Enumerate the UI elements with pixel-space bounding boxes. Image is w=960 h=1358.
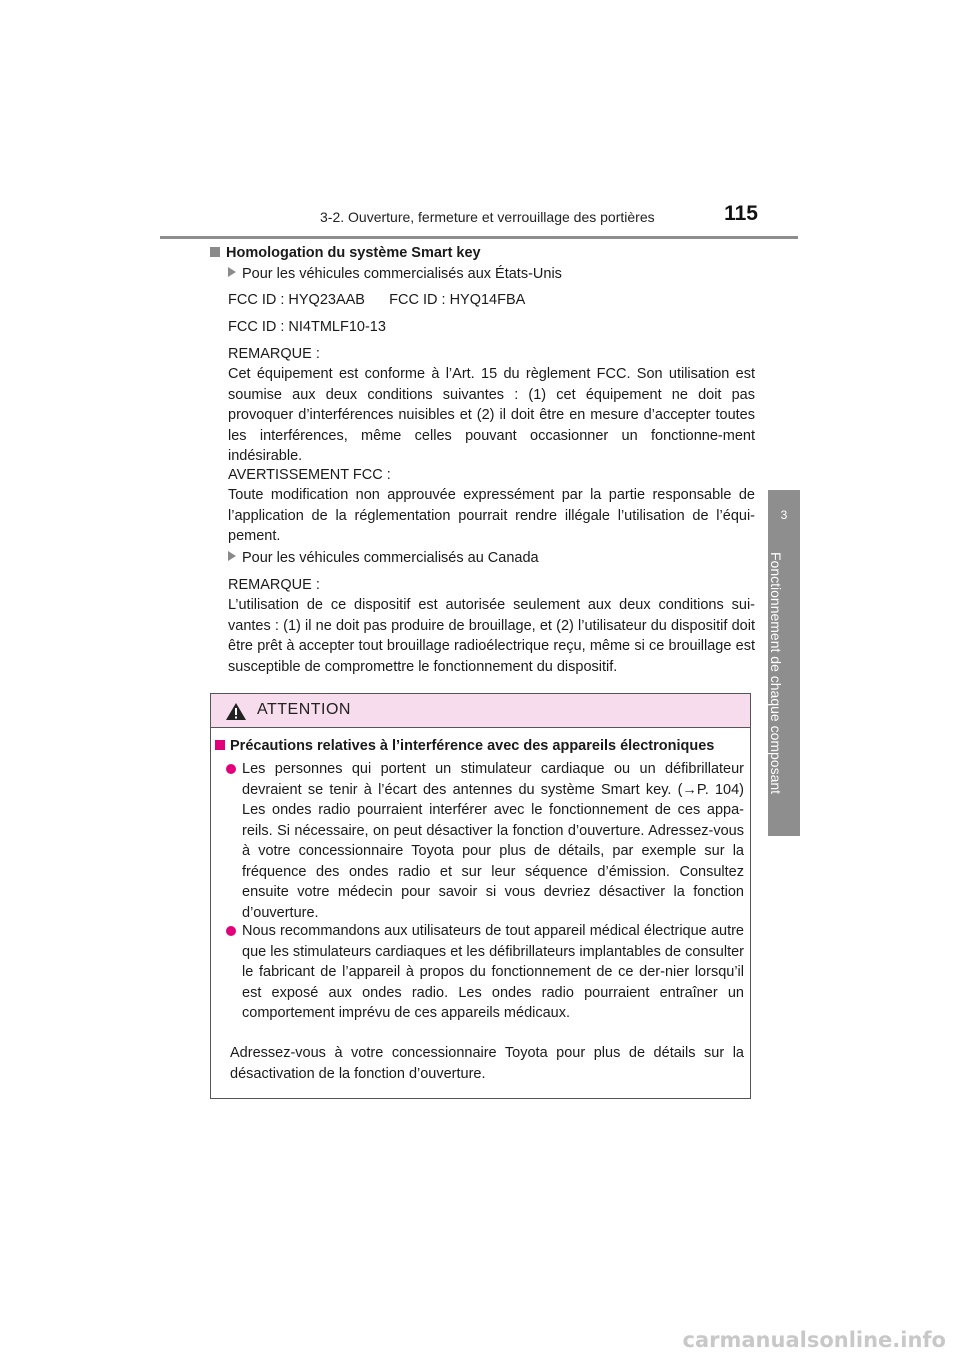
- circle-bullet-icon: [226, 926, 236, 936]
- caution-item-1: Les personnes qui portent un stimulateur cardiaque ou un défibrillateur devraient se tenir à l’écart des antennes du système Smart key. (→P. 104) Les ondes radio pourraient interférer avec le fonctionnement de ces appa-reils. Si nécessaire, on peut désactiver la fonction d’ouverture. Adressez-vous à votre concessionnaire Toyota pour plus de détails, par exemple sur la fréquence des ondes radio et sur leur séquence d’émission. Consultez ensuite votre médecin pour savoir si vous devriez désactiver la fonction d’ouverture.: [242, 761, 744, 921]
- caution-heading-text: Précautions relatives à l’interférence avec des appareils électroniques: [230, 738, 715, 754]
- page-number: 115: [724, 202, 758, 225]
- caution-item-2: Nous recommandons aux utilisateurs de tout appareil médical électrique autre que les stimulateurs cardiaques et les défibrillateurs implantables de consulter le fabricant de l’appareil à propos du fonctionnement de ce der-nier lorsqu’il est exposé aux ondes radio. Les ondes radio pourraient entraîner un comportement imprévu de ces appareils médicaux.: [242, 923, 744, 1021]
- note-text: Cet équipement est conforme à l’Art. 15 du règlement FCC. Son utilisation est soumise aux deux conditions suivantes : (1) cet équipement ne doit pas provoquer d’interférences nuisibles et (2) il doit être en mesure d’accepter toutes les interférences, même celles pouvant occasionner un fonctionne-ment indésirable.: [228, 366, 755, 464]
- page-header: [160, 202, 798, 239]
- watermark: carmanualsonline.info: [682, 1328, 946, 1352]
- circle-bullet-icon: [226, 764, 236, 774]
- section-heading-text: Homologation du système Smart key: [226, 245, 481, 261]
- fcc-id-line-2: FCC ID : NI4TMLF10-13: [228, 319, 386, 335]
- caution-header: [211, 694, 750, 728]
- caution-title: ATTENTION: [257, 701, 351, 718]
- section-heading: [210, 243, 481, 264]
- chapter-tab: [768, 490, 800, 836]
- chapter-number: 3: [780, 508, 788, 522]
- usa-label-text: Pour les véhicules commercialisés aux États-Unis: [242, 266, 562, 282]
- canada-label: [228, 548, 755, 569]
- chapter-label: Fonctionnement de chaque composant: [768, 552, 784, 795]
- warning-text: Toute modification non approuvée expressément par la partie responsable de l’application de la réglementation pourrait rendre illégale l’utilisation de l’équi-pement.: [228, 487, 755, 544]
- square-bullet-icon: [210, 247, 220, 257]
- note-title: REMARQUE :: [228, 346, 320, 362]
- caution-box: [210, 693, 751, 1099]
- warning-title: AVERTISSEMENT FCC :: [228, 467, 391, 483]
- canada-label-text: Pour les véhicules commercialisés au Canada: [242, 550, 539, 566]
- caution-heading: [215, 738, 714, 754]
- arrow-bullet-icon: [228, 551, 236, 561]
- canada-note-title: REMARQUE :: [228, 577, 320, 593]
- usa-label: [228, 264, 755, 285]
- arrow-bullet-icon: [228, 267, 236, 277]
- square-bullet-icon: [215, 740, 225, 750]
- caution-footer: Adressez-vous à votre concessionnaire Toyota pour plus de détails sur la désactivation de la fonction d’ouverture.: [230, 1045, 744, 1082]
- canada-note-text: L’utilisation de ce dispositif est autorisée seulement aux deux conditions sui-vantes : (1) il ne doit pas produire de brouillage, et (2) l’utilisateur du dispositif doit être prêt à accepter tout brouillage radioélectrique reçu, même si ce brouillage est susceptible de compromettre le fonctionnement du dispositif.: [228, 597, 755, 675]
- section-title: 3-2. Ouverture, fermeture et verrouillage des portières: [320, 209, 655, 225]
- warning-triangle-icon: [225, 702, 247, 721]
- fcc-id-line-1: FCC ID : HYQ23AAB FCC ID : HYQ14FBA: [228, 292, 526, 308]
